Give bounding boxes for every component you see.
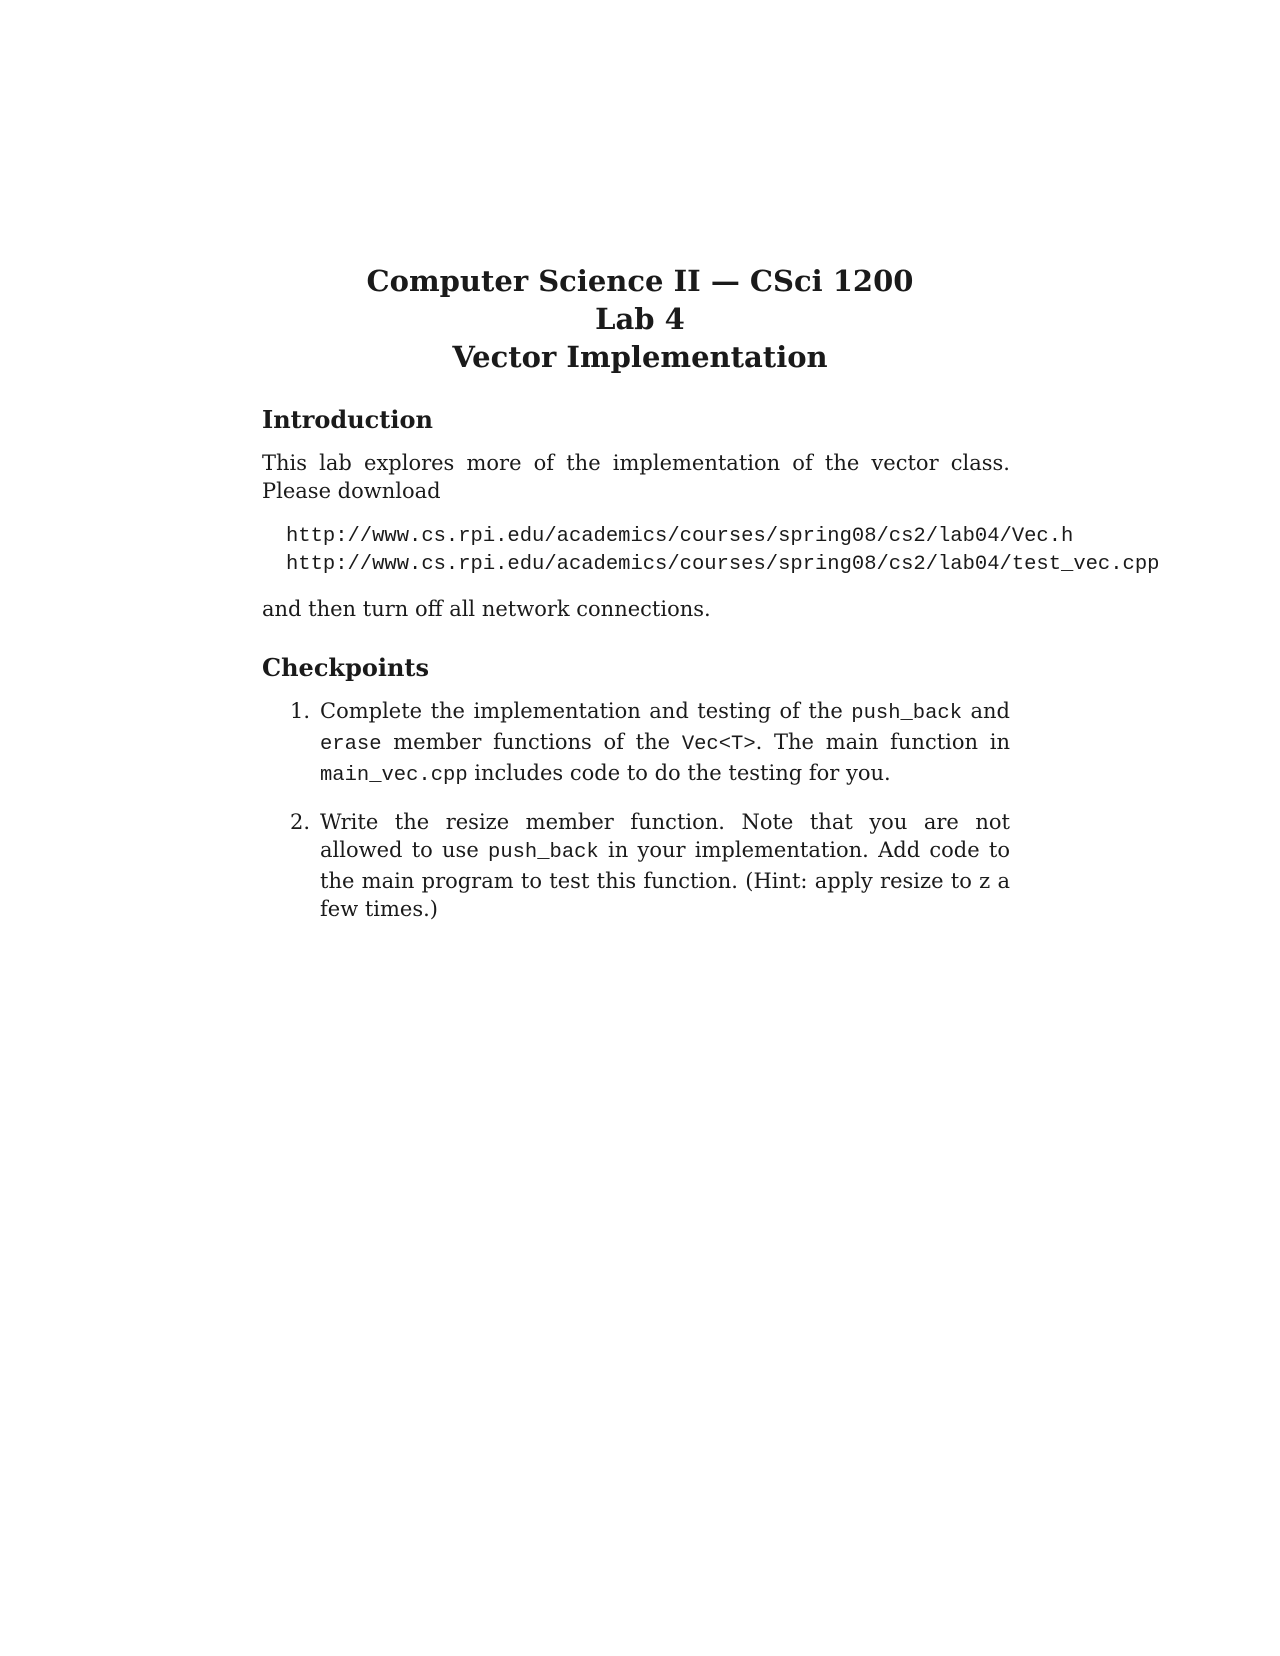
code-vec-template: Vec<T>: [681, 733, 756, 756]
course-title: Computer Science II — CSci 1200: [366, 264, 914, 298]
download-urls: [286, 523, 1160, 579]
introduction-heading: Introduction: [262, 405, 433, 434]
code-erase: erase: [320, 733, 382, 756]
introduction-after-text: and then turn off all network connections.: [262, 597, 711, 621]
code-push-back: push_back: [851, 702, 963, 725]
lab-topic: Vector Implementation: [452, 340, 828, 374]
checkpoint-number: 1.: [290, 699, 311, 723]
checkpoint-text: . The main function in: [755, 730, 1010, 754]
introduction-text: This lab explores more of the implementation of the vector class. Please download: [262, 451, 1010, 503]
checkpoints-section: [262, 653, 1010, 923]
checkpoint-number: 2.: [290, 810, 311, 834]
checkpoint-item-2: [262, 808, 1010, 923]
checkpoint-text: and: [962, 699, 1010, 723]
code-push-back: push_back: [488, 841, 599, 864]
checkpoint-text: Write the resize member function. Note that you are not allowed to use: [320, 810, 1010, 862]
document-title: [0, 262, 1280, 376]
code-main-vec-cpp: main_vec.cpp: [320, 764, 468, 787]
checkpoint-text: in your implementation. Add code to the main program to test this function. (Hint: apply resize to z a few times.): [320, 838, 1011, 921]
document-body: [262, 405, 1160, 941]
checkpoint-item-1: [262, 697, 1010, 790]
checkpoints-heading: Checkpoints: [262, 653, 430, 682]
url-vec-h[interactable]: http://www.cs.rpi.edu/academics/courses/spring08/cs2/lab04/Vec.h: [286, 525, 1074, 548]
checkpoint-text: Complete the implementation and testing of the: [320, 699, 852, 723]
checkpoint-text: includes code to do the testing for you.: [467, 761, 891, 785]
introduction-section: [262, 405, 1160, 623]
checkpoint-text: member functions of the: [381, 730, 682, 754]
lab-number: Lab 4: [595, 302, 685, 336]
url-test-vec-cpp[interactable]: http://www.cs.rpi.edu/academics/courses/spring08/cs2/lab04/test_vec.cpp: [286, 553, 1160, 576]
checkpoint-list: [262, 697, 1010, 923]
